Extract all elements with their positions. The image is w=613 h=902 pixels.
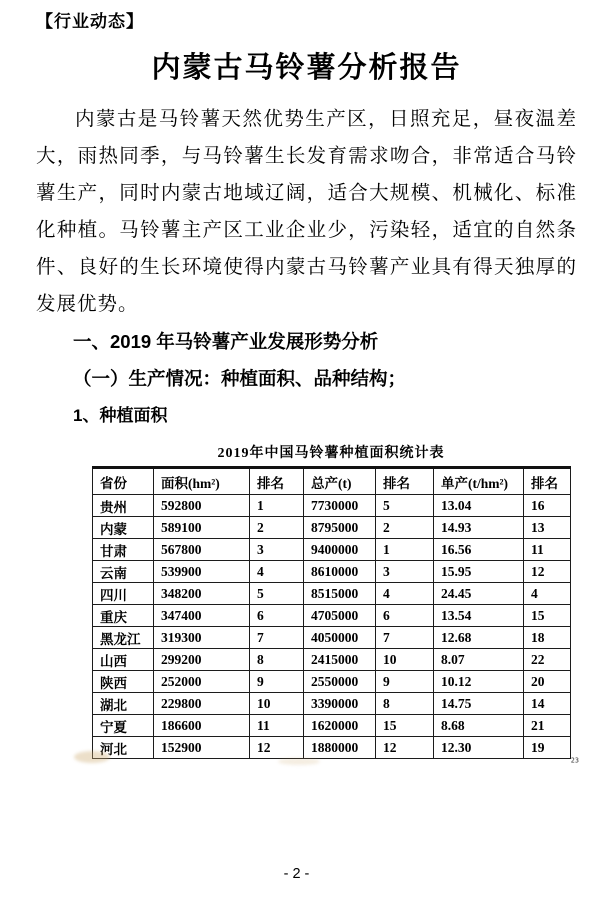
value-cell: 14.93 [434, 517, 524, 539]
table-title: 2019年中国马铃薯种植面积统计表 [217, 446, 445, 461]
value-cell: 10.12 [434, 671, 524, 693]
section-heading-1: 一、2019 年马铃薯产业发展形势分析 [73, 331, 379, 352]
column-header: 单产(t/hm²) [434, 468, 524, 495]
value-cell: 18 [524, 627, 571, 649]
province-cell: 山西 [93, 649, 154, 671]
value-cell: 567800 [154, 539, 250, 561]
value-cell: 252000 [154, 671, 250, 693]
table-row [93, 539, 571, 561]
column-header: 排名 [250, 468, 304, 495]
province-cell: 湖北 [93, 693, 154, 715]
value-cell: 16 [524, 495, 571, 517]
statistics-table-section [92, 442, 580, 765]
value-cell: 2550000 [304, 671, 376, 693]
value-cell: 10 [376, 649, 434, 671]
table-row [93, 605, 571, 627]
value-cell: 13 [524, 517, 571, 539]
value-cell: 8 [376, 693, 434, 715]
value-cell: 1880000 [304, 737, 376, 759]
value-cell: 12 [376, 737, 434, 759]
statistics-table [92, 466, 571, 759]
value-cell: 4 [376, 583, 434, 605]
value-cell: 5 [376, 495, 434, 517]
value-cell: 15.95 [434, 561, 524, 583]
table-row [93, 693, 571, 715]
province-cell: 黑龙江 [93, 627, 154, 649]
value-cell: 14.75 [434, 693, 524, 715]
value-cell: 16.56 [434, 539, 524, 561]
value-cell: 10 [250, 693, 304, 715]
value-cell: 9 [250, 671, 304, 693]
value-cell: 15 [376, 715, 434, 737]
value-cell: 2 [250, 517, 304, 539]
scan-corner-mark: 23 [571, 756, 580, 765]
table-row [93, 495, 571, 517]
province-cell: 内蒙 [93, 517, 154, 539]
table-body [93, 495, 571, 759]
value-cell: 8515000 [304, 583, 376, 605]
value-cell: 3 [250, 539, 304, 561]
column-header: 排名 [376, 468, 434, 495]
value-cell: 8795000 [304, 517, 376, 539]
value-cell: 348200 [154, 583, 250, 605]
value-cell: 9400000 [304, 539, 376, 561]
value-cell: 8.68 [434, 715, 524, 737]
value-cell: 592800 [154, 495, 250, 517]
province-cell: 重庆 [93, 605, 154, 627]
table-header-row [93, 468, 571, 495]
value-cell: 1 [250, 495, 304, 517]
value-cell: 319300 [154, 627, 250, 649]
province-cell: 贵州 [93, 495, 154, 517]
value-cell: 5 [250, 583, 304, 605]
value-cell: 22 [524, 649, 571, 671]
province-cell: 云南 [93, 561, 154, 583]
value-cell: 12 [250, 737, 304, 759]
value-cell: 1 [376, 539, 434, 561]
value-cell: 4 [524, 583, 571, 605]
column-header: 总产(t) [304, 468, 376, 495]
value-cell: 14 [524, 693, 571, 715]
table-row [93, 649, 571, 671]
province-cell: 甘肃 [93, 539, 154, 561]
province-cell: 河北 [93, 737, 154, 759]
industry-tag: 【行业动态】 [36, 12, 144, 31]
value-cell: 15 [524, 605, 571, 627]
value-cell: 13.04 [434, 495, 524, 517]
value-cell: 13.54 [434, 605, 524, 627]
column-header: 省份 [93, 468, 154, 495]
section-heading-3: 1、种植面积 [73, 406, 168, 425]
value-cell: 4 [250, 561, 304, 583]
table-row [93, 517, 571, 539]
table-row [93, 561, 571, 583]
value-cell: 3 [376, 561, 434, 583]
scan-smudge [74, 751, 110, 763]
value-cell: 6 [250, 605, 304, 627]
value-cell: 347400 [154, 605, 250, 627]
section-heading-2: （一）生产情况：种植面积、品种结构； [73, 368, 407, 389]
province-cell: 宁夏 [93, 715, 154, 737]
value-cell: 3390000 [304, 693, 376, 715]
value-cell: 7 [250, 627, 304, 649]
province-cell: 陕西 [93, 671, 154, 693]
column-header: 面积(hm²) [154, 468, 250, 495]
value-cell: 186600 [154, 715, 250, 737]
table-row [93, 737, 571, 759]
value-cell: 152900 [154, 737, 250, 759]
value-cell: 7730000 [304, 495, 376, 517]
table-row [93, 627, 571, 649]
value-cell: 8.07 [434, 649, 524, 671]
table-row [93, 583, 571, 605]
table-row [93, 715, 571, 737]
table-row [93, 671, 571, 693]
value-cell: 24.45 [434, 583, 524, 605]
value-cell: 20 [524, 671, 571, 693]
value-cell: 4705000 [304, 605, 376, 627]
column-header: 排名 [524, 468, 571, 495]
value-cell: 6 [376, 605, 434, 627]
value-cell: 539900 [154, 561, 250, 583]
province-cell: 四川 [93, 583, 154, 605]
page-number: - 2 - [283, 866, 310, 882]
value-cell: 299200 [154, 649, 250, 671]
scan-smudge [278, 758, 320, 765]
value-cell: 9 [376, 671, 434, 693]
value-cell: 1620000 [304, 715, 376, 737]
report-title: 内蒙古马铃薯分析报告 [151, 52, 462, 84]
value-cell: 11 [524, 539, 571, 561]
value-cell: 12 [524, 561, 571, 583]
value-cell: 2415000 [304, 649, 376, 671]
intro-paragraph: 内蒙古是马铃薯天然优势生产区，日照充足，昼夜温差大，雨热同季，与马铃薯生长发育需求吻合，非常适合马铃薯生产，同时内蒙古地域辽阔，适合大规模、机械化、标准化种植。马铃薯主产区工业企业少，污染轻，适宜的自然条件、良好的生长环境使得内蒙古马铃薯产业具有得天独厚的发展优势。 [36, 109, 577, 315]
value-cell: 7 [376, 627, 434, 649]
value-cell: 12.30 [434, 737, 524, 759]
value-cell: 4050000 [304, 627, 376, 649]
value-cell: 2 [376, 517, 434, 539]
value-cell: 589100 [154, 517, 250, 539]
value-cell: 11 [250, 715, 304, 737]
value-cell: 12.68 [434, 627, 524, 649]
value-cell: 8 [250, 649, 304, 671]
value-cell: 8610000 [304, 561, 376, 583]
value-cell: 19 [524, 737, 571, 759]
value-cell: 21 [524, 715, 571, 737]
value-cell: 229800 [154, 693, 250, 715]
